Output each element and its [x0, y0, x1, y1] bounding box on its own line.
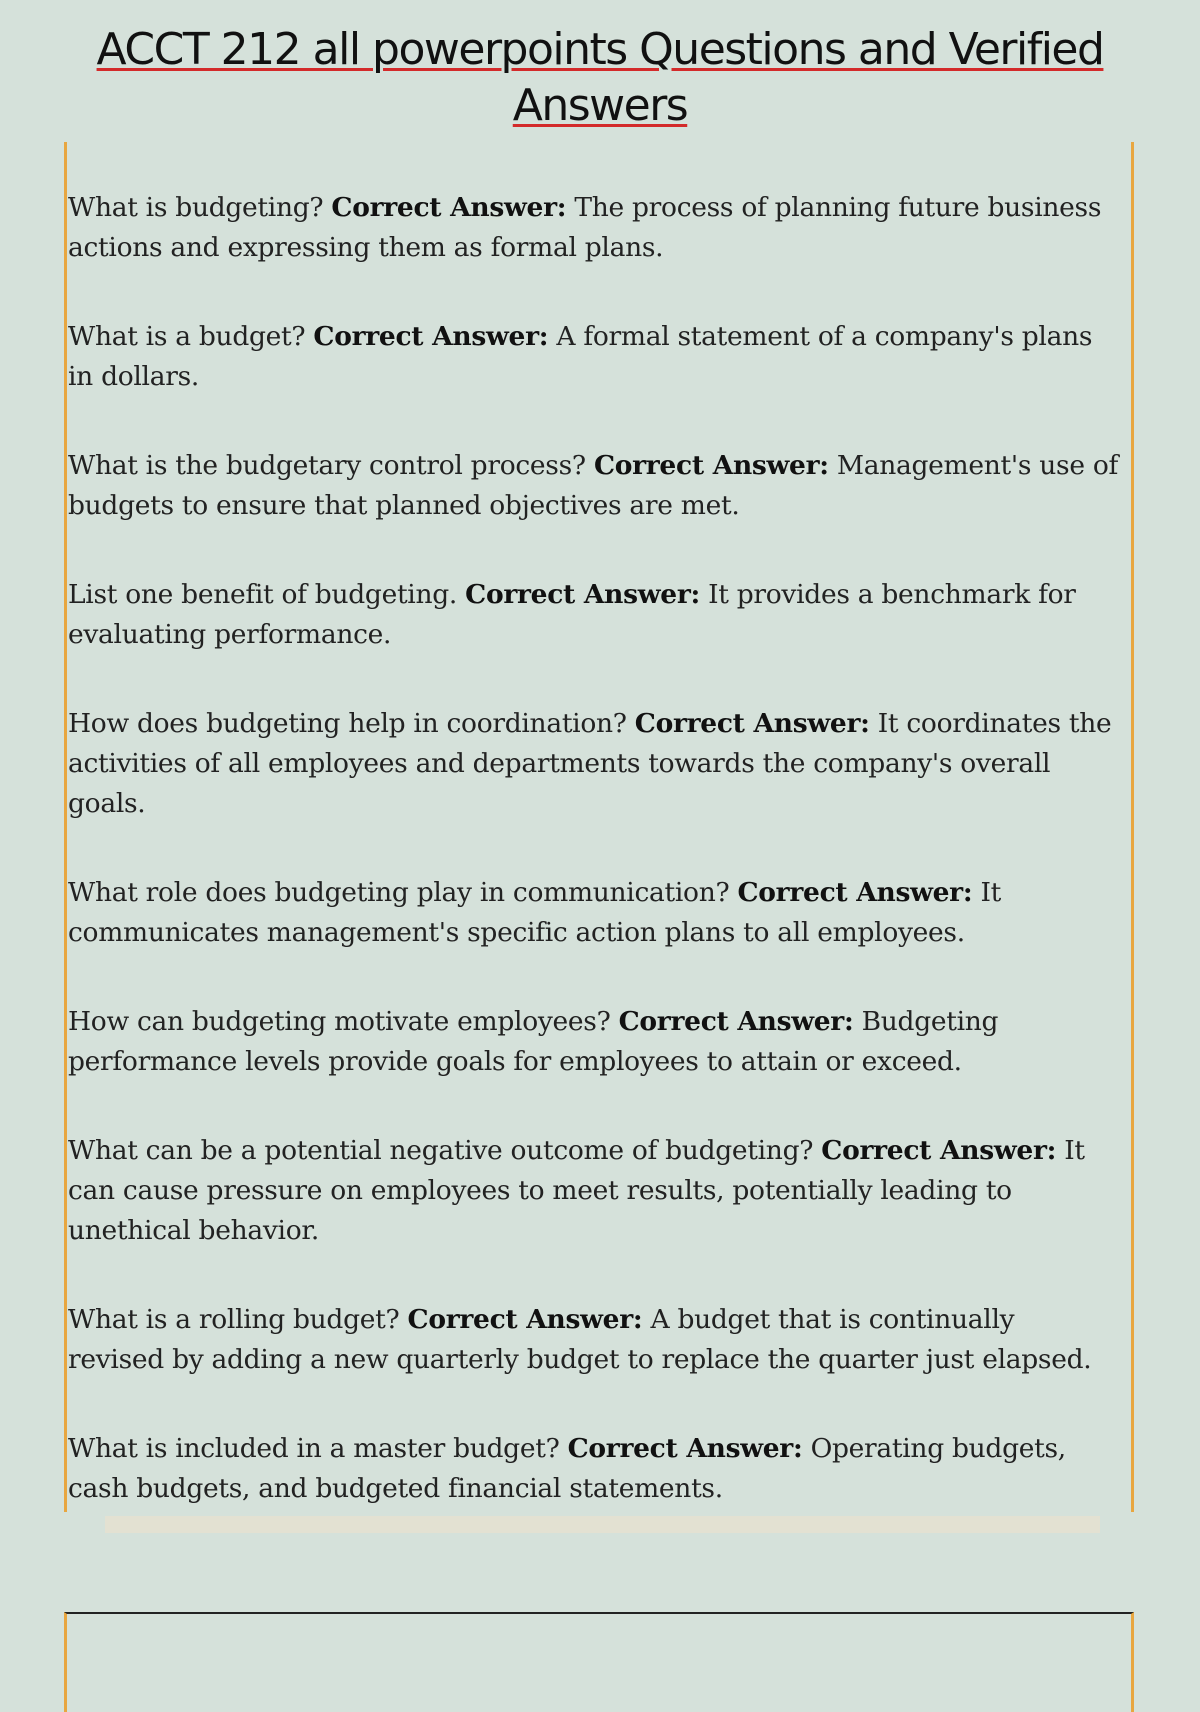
next-page-frame [64, 1612, 1134, 1712]
qa-item [68, 873, 1118, 953]
answer-text: A budget that is continually revised by adding a new quarterly budget to replace the quarter just elapsed. [68, 1304, 1092, 1375]
answer-text: Management's use of budgets to ensure that planned objectives are met. [68, 450, 1119, 521]
answer-text: It communicates management's specific action plans to all employees. [68, 877, 1001, 948]
question-text: What is a rolling budget? [68, 1304, 400, 1335]
answer-label: Correct Answer: [465, 579, 700, 610]
answer-label: Correct Answer: [737, 877, 973, 908]
document-title-text: ACCT 212 all powerpoints Questions and Verified Answers [96, 24, 1104, 131]
answer-label: Correct Answer: [313, 321, 549, 352]
question-text: What is budgeting? [68, 192, 324, 223]
qa-item [68, 1300, 1118, 1380]
document-title [60, 22, 1140, 134]
answer-text: It can cause pressure on employees to meet results, potentially leading to unethical behavior. [68, 1135, 1085, 1246]
answer-label: Correct Answer: [331, 192, 567, 223]
qa-list [68, 188, 1118, 1558]
answer-label: Correct Answer: [567, 1433, 803, 1464]
question-text: What can be a potential negative outcome of budgeting? [68, 1135, 814, 1166]
question-text: What role does budgeting play in communication? [68, 877, 730, 908]
answer-text: A formal statement of a company's plans in dollars. [68, 321, 1093, 392]
qa-item [68, 1002, 1118, 1082]
qa-item [68, 1429, 1118, 1509]
answer-text: It provides a benchmark for evaluating performance. [68, 579, 1076, 650]
answer-text: Budgeting performance levels provide goals for employees to attain or exceed. [68, 1006, 999, 1077]
answer-label: Correct Answer: [634, 708, 870, 739]
answer-label: Correct Answer: [593, 450, 829, 481]
question-text: What is the budgetary control process? [68, 450, 586, 481]
qa-item [68, 704, 1118, 824]
answer-text: The process of planning future business actions and expressing them as formal plans. [68, 192, 1102, 263]
qa-item [68, 575, 1118, 655]
question-text: How does budgeting help in coordination? [68, 708, 627, 739]
page-divider-bar [105, 1516, 1100, 1533]
answer-label: Correct Answer: [407, 1304, 643, 1335]
qa-item [68, 1131, 1118, 1251]
answer-text: It coordinates the activities of all employees and departments towards the company's overall goals. [68, 708, 1112, 819]
answer-label: Correct Answer: [821, 1135, 1057, 1166]
answer-label: Correct Answer: [618, 1006, 854, 1037]
question-text: List one benefit of budgeting. [68, 579, 458, 610]
question-text: What is included in a master budget? [68, 1433, 560, 1464]
question-text: What is a budget? [68, 321, 306, 352]
question-text: How can budgeting motivate employees? [68, 1006, 611, 1037]
qa-item [68, 188, 1118, 268]
qa-item [68, 446, 1118, 526]
qa-item [68, 317, 1118, 397]
answer-text: Operating budgets, cash budgets, and budgeted financial statements. [68, 1433, 1066, 1504]
